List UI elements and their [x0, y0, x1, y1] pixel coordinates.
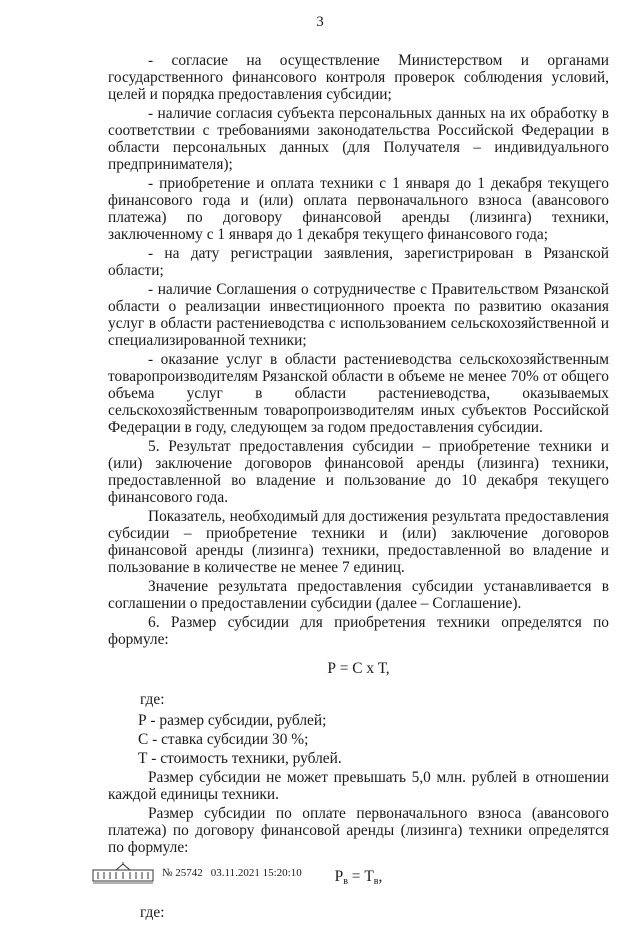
- paragraph-consent-inspection: - согласие на осуществление Министерством и органами государственного финансового контроля проверок соблюдения условий, целей и порядка предоставления субсидии;: [108, 52, 609, 103]
- footer-datetime: 03.11.2021 15:20:10: [210, 867, 302, 879]
- footer-doc-number: № 25742: [162, 867, 203, 879]
- definition-c: С - ставка субсидии 30 %;: [138, 731, 309, 748]
- paragraph-registration: - на дату регистрации заявления, зарегистрирован в Рязанской области;: [108, 245, 609, 279]
- definition-p: Р - размер субсидии, рублей;: [138, 712, 327, 729]
- formula-advance-right: Т: [364, 868, 374, 885]
- where-label-2: где:: [140, 904, 165, 921]
- page-number: 3: [316, 14, 324, 30]
- paragraph-purchase-payment: - приобретение и оплата техники с 1 января до 1 декабря текущего финансового года и (или) оплата первоначального взноса (авансового платежа) по договору финансовой аренды (лизинга) техники, заключенному с 1 января до 1 декабря текущего финансового года;: [108, 175, 609, 243]
- formula-advance-right-sub: в: [373, 876, 379, 887]
- formula-advance-left-sub: в: [343, 876, 348, 887]
- paragraph-result-5: 5. Результат предоставления субсидии – приобретение техники и (или) заключение договоров финансовой аренды (лизинга) техники, предоставленной во владение и пользование до 10 декабря текущего финансового года.: [108, 438, 609, 506]
- paragraph-cooperation-agreement: - наличие Соглашения о сотрудничестве с Правительством Рязанской области о реализации инвестиционного проекта по развитию оказания услуг в области растениеводства с использованием сельскохозяйственной и специализированной техники;: [108, 281, 609, 349]
- electronic-signature-stamp-icon: [92, 862, 154, 884]
- document-body: [108, 52, 609, 925]
- definition-t: Т - стоимость техники, рублей.: [138, 750, 342, 767]
- formula-advance-left: Р: [334, 868, 344, 885]
- where-label-1: где:: [140, 691, 165, 708]
- paragraph-result-value: Значение результата предоставления субсидии устанавливается в соглашении о предоставлении субсидии (далее – Соглашение).: [108, 578, 609, 612]
- document-footer: [92, 862, 392, 884]
- paragraph-indicator: Показатель, необходимый для достижения результата предоставления субсидии – приобретение техники и (или) заключение договоров финансовой аренды (лизинга) техники, предоставленной во владение и пользование в количестве не менее 7 единиц.: [108, 508, 609, 576]
- paragraph-max-size: Размер субсидии не может превышать 5,0 млн. рублей в отношении каждой единицы техники.: [108, 769, 609, 803]
- formula-advance-tail: ,: [378, 868, 383, 885]
- paragraph-personal-data: - наличие согласия субъекта персональных данных на их обработку в соответствии с требованиями законодательства Российской Федерации в области персональных данных (для Получателя – индивидуального предпринимателя);: [108, 105, 609, 173]
- formula-subsidy: Р = С х Т,: [327, 660, 390, 677]
- paragraph-size-6: 6. Размер субсидии для приобретения техники определятся по формуле:: [108, 614, 609, 648]
- paragraph-services-volume: - оказание услуг в области растениеводства сельскохозяйственным товаропроизводителям Рязанской области в объеме не менее 70% от общего объема услуг в области растениеводства, оказываемых сельскохозяйственным товаропроизводителям иных субъектов Российской Федерации в году, следующем за годом предоставления субсидии.: [108, 351, 609, 436]
- formula-advance-eq: =: [347, 868, 365, 885]
- paragraph-advance-payment: Размер субсидии по оплате первоначального взноса (авансового платежа) по договору финансовой аренды (лизинга) техники определятся по формуле:: [108, 805, 609, 856]
